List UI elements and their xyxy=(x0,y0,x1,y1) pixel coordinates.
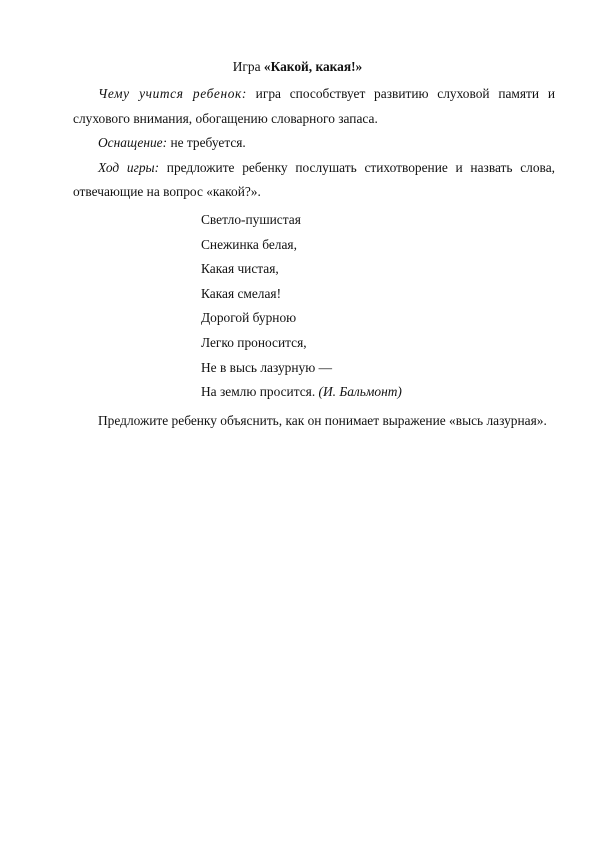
closing-paragraph-block xyxy=(73,409,555,434)
poem xyxy=(201,208,402,405)
poem-line: Снежинка белая, xyxy=(201,236,297,252)
intro-paragraphs xyxy=(73,82,555,205)
game-title xyxy=(0,55,595,79)
poem-line: Дорогой бурною xyxy=(201,310,297,326)
equipment-label: Оснащение: xyxy=(98,135,168,151)
poem-line: Какая чистая, xyxy=(201,261,279,277)
goal-label: Чему учится ребенок: xyxy=(98,86,247,101)
goal-text: игра способствует развитию слуховой памяти и слухового внимания, обогащению словарного запаса. xyxy=(73,86,556,126)
poem-last-line xyxy=(201,380,402,405)
poem-line: Какая смелая! xyxy=(201,285,282,301)
procedure-label: Ход игры: xyxy=(98,159,160,175)
goal-paragraph xyxy=(73,82,555,131)
poem-line: Легко проносится, xyxy=(201,334,307,350)
poem-line-text: На землю просится. xyxy=(201,384,319,400)
title-name: «Какой, какая!» xyxy=(263,59,363,74)
procedure-text: предложите ребенку послушать стихотворение и назвать слова, отвечающие на вопрос «какой?». xyxy=(73,159,555,200)
equipment-text: не требуется. xyxy=(167,135,246,151)
final-paragraph: Предложите ребенку объяснить, как он понимает выражение «высь лазурная». xyxy=(98,413,547,428)
title-prefix: Игра xyxy=(232,59,264,74)
poem-line: Светло-пушистая xyxy=(201,212,301,227)
procedure-paragraph xyxy=(73,156,555,205)
equipment-paragraph xyxy=(73,131,555,156)
poem-author: (И. Бальмонт) xyxy=(318,384,402,400)
poem-line: Не в высь лазурную — xyxy=(201,359,332,375)
